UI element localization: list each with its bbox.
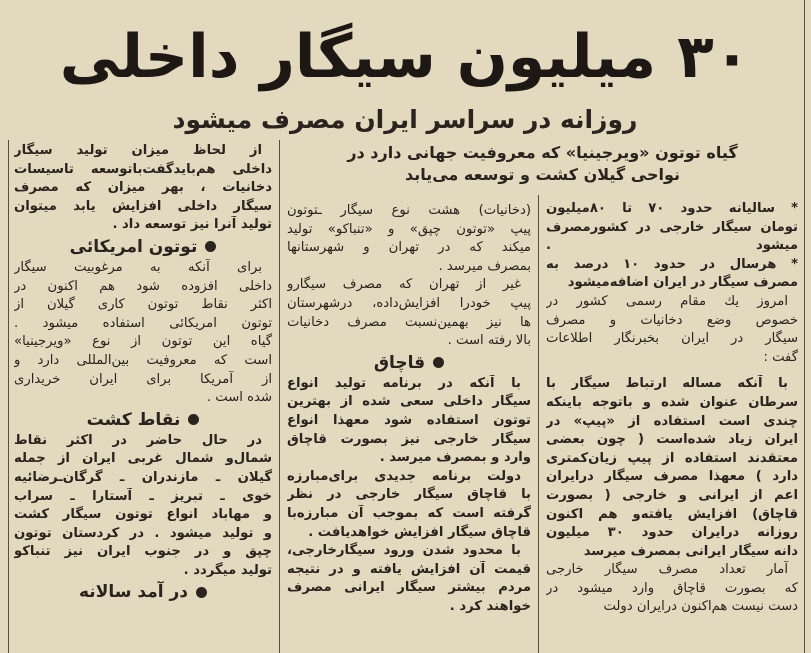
text-line: اعم از ایرانی و خارجی ( بصورت bbox=[546, 487, 798, 503]
text-line: * هرسال در حدود ۱۰ درصد به bbox=[546, 256, 798, 272]
text-line: معتقدند استفاده از پیپ زیان‌کمتری bbox=[546, 450, 798, 466]
text-line: از آمریکا برای ایران خریداری bbox=[14, 371, 272, 387]
text-line: تولید آنرا نیز توسعه داد . bbox=[112, 217, 272, 233]
text-line: برای آنکه به مرغوبیت سیگار bbox=[14, 259, 262, 275]
text-line: قاچاق سیگار افزایش خواهدیافت . bbox=[308, 524, 531, 540]
text-line: امروز یك مقام رسمی کشور در bbox=[546, 293, 788, 309]
text-line: سیگار خارجی نیز بصورت قاچاق bbox=[287, 431, 531, 447]
column-divider bbox=[538, 195, 539, 653]
text-line: دخانیات ، بهر میزان که مصرف bbox=[14, 180, 272, 196]
text-line: بمصرف میرسد . bbox=[438, 258, 531, 274]
text-line: خوی ـ تبریز ـ آستارا ـ سراب bbox=[14, 488, 272, 504]
text-line: دست نیست هم‌اکنون درایران دولت bbox=[603, 599, 798, 615]
text-line: گیلان ـ مازندران ـ گرگان‌ـرضائیه bbox=[14, 469, 272, 485]
text-line: خواهند کرد . bbox=[449, 598, 531, 614]
text-line: داخلی افزوده شود هم اکنون در bbox=[14, 278, 272, 294]
section-heading-text: توتون امریکائی bbox=[69, 236, 198, 257]
bullet-dot-icon bbox=[196, 587, 207, 598]
text-line: شمال‌و شمال غربی ایران از جمله bbox=[14, 451, 272, 467]
text-line: ها نیز بهمین‌نسبت مصرف دخانیات bbox=[287, 314, 531, 330]
text-line: قاچاق) افزایش یافته‌و هم اکنون bbox=[546, 506, 798, 522]
text-line: روزانه درایران حدود ۳۰ میلیون bbox=[546, 525, 798, 541]
text-line: توتون امریکائی استفاده میشود . bbox=[14, 315, 272, 331]
headline bbox=[15, 14, 795, 100]
text-line: چپق و در جنوب ایران نیز تنباکو bbox=[14, 544, 272, 560]
right-column bbox=[546, 200, 798, 617]
text-line: خصوص وضع دخانیات و مصرف bbox=[546, 312, 798, 328]
section-heading-text: نقاط کشت bbox=[86, 409, 181, 430]
bullet-dot-icon bbox=[188, 414, 199, 425]
bullet-dot-icon bbox=[433, 357, 444, 368]
text-line: اکثر نقاط توتون کاری گیلان از bbox=[14, 297, 272, 313]
text-line: مصرف سیگار در ایران اضافه‌میشود bbox=[567, 275, 798, 291]
text-line: * سالیانه حدود ۷۰ تا ۸۰میلیون bbox=[546, 201, 798, 216]
section-heading bbox=[287, 351, 531, 375]
frame-rule bbox=[804, 0, 805, 653]
text-line: گفت : bbox=[763, 349, 798, 365]
section-heading-text: قاچاق bbox=[373, 352, 426, 373]
frame-rule bbox=[8, 140, 9, 653]
text-line: میشود . bbox=[546, 238, 798, 254]
text-line: و مهاباد انواع توتون سیگار کشت bbox=[14, 507, 272, 523]
text-line: گرفته است که بموجب آن مبارزه‌با bbox=[287, 505, 531, 521]
text-line: غیر از تهران که مصرف سیگارو bbox=[287, 277, 521, 293]
deck bbox=[285, 142, 800, 186]
text-line: دولت برنامه جدیدی برای‌مبارزه bbox=[287, 468, 521, 484]
text-line: با محدود شدن ورود سیگارخارجی، bbox=[287, 543, 521, 559]
subheadline-text: روزانه در سراسر ایران مصرف میشود bbox=[172, 105, 638, 134]
text-line: میکند که در تهران و شهرستانها bbox=[287, 240, 531, 256]
text-line: ایران زیاد شده‌است ( چون بعضی bbox=[546, 432, 798, 448]
left-column bbox=[14, 142, 272, 604]
text-line: که بصورت قاچاق وارد میشود در bbox=[546, 580, 798, 596]
text-line: سیگار داخلی سعی شده از بهترین bbox=[287, 394, 531, 410]
text-line: چندی است استفاده از «پیپ» در bbox=[546, 413, 798, 429]
text-line: سیگار داخلی افزایش یابد میتوان bbox=[14, 198, 272, 214]
subheadline bbox=[60, 102, 750, 138]
text-line: است که معروفیت بین‌المللی دارد و bbox=[14, 352, 272, 368]
text-line: دارد ) معهذا مصرف سیگار درایران bbox=[546, 469, 798, 485]
text-line: و تولید میشود . در کردستان توتون bbox=[14, 525, 272, 541]
text-line: با آنکه مساله ارتباط سیگار با bbox=[546, 376, 788, 392]
text-line: از لحاظ میزان تولید سیگار bbox=[14, 143, 262, 158]
deck-line-text: گیاه توتون «ویرجینیا» که معروفیت جهانی دارد در bbox=[347, 143, 738, 162]
text-line: قیمت آن افزایش یافته و در نتیجه bbox=[287, 561, 531, 577]
headline-text: ۳۰ میلیون سیگار داخلی bbox=[59, 22, 751, 92]
text-line: با آنکه در برنامه تولید انواع bbox=[287, 375, 521, 391]
text-line: دانه سیگار ایرانی بمصرف میرسد bbox=[583, 543, 798, 559]
text-line: در حال حاضر در اکثر نقاط bbox=[14, 432, 262, 448]
paragraph-spacer bbox=[546, 367, 798, 375]
text-line: (دخانیات) هشت نوع سیگار ـتوتون bbox=[287, 203, 531, 218]
text-line: آمار تعداد مصرف سیگار خارجی bbox=[546, 562, 788, 578]
text-line: وارد و بمصرف میرسد . bbox=[379, 450, 531, 466]
text-line: پیپ خودرا افزایش‌داده، درشهرستان bbox=[287, 295, 531, 311]
text-line: با قاچاق سیگار خارجی در نظر bbox=[287, 487, 531, 503]
text-line: گیاه این توتون از نوع «ویرجینیا» bbox=[14, 334, 272, 350]
text-line: داخلی هم‌باید‌گفت‌باتوسعه تاسیسات bbox=[14, 161, 272, 177]
text-line: پیپ «توتون چپق» و «تنباکو» تولید bbox=[287, 221, 531, 237]
text-line: شده است . bbox=[206, 390, 272, 406]
deck-line bbox=[285, 142, 800, 164]
text-line: تولید میگردد . bbox=[183, 562, 272, 578]
text-line: مردم بیشتر سیگار ایرانی مصرف bbox=[287, 580, 531, 596]
text-line: تومان سیگار خارجی در کشورمصرف bbox=[546, 219, 798, 235]
deck-line-text: نواحی گیلان کشت و توسعه می‌یابد bbox=[404, 165, 681, 184]
deck-line bbox=[285, 164, 800, 186]
section-heading-text: در آمد سالانه bbox=[79, 582, 188, 603]
column-divider bbox=[279, 140, 280, 653]
text-line: سرطان عنوان شده و باتوجه باینکه bbox=[546, 394, 798, 410]
middle-column bbox=[287, 202, 531, 616]
text-line: بالا رفته است . bbox=[447, 333, 531, 349]
text-line: توتون استفاده شود معهذا انواع bbox=[287, 412, 531, 428]
section-heading bbox=[14, 408, 272, 432]
text-line: سیگار در ایران بخبرنگار اطلاعات bbox=[546, 331, 798, 347]
section-heading bbox=[14, 235, 272, 259]
section-heading bbox=[14, 580, 272, 604]
bullet-dot-icon bbox=[205, 241, 216, 252]
